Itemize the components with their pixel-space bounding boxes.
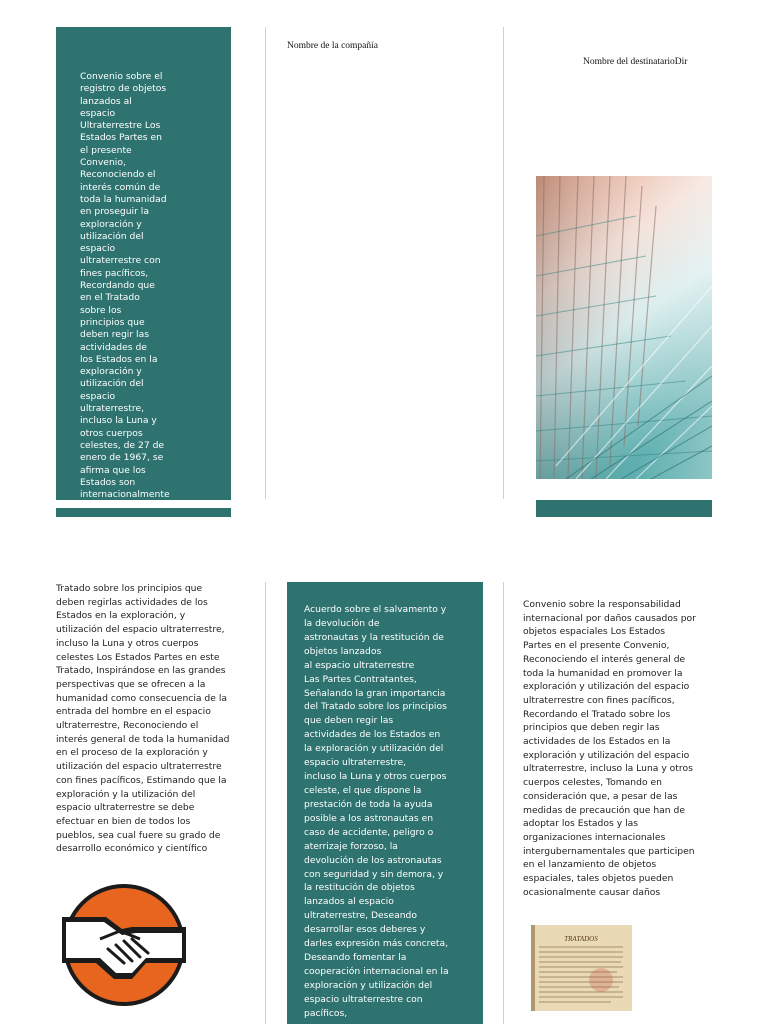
treaty-principles-text: Tratado sobre los principios que deben regirlas actividades de los Estados en la exploración, y utilización del espacio ultraterrestre, incluso la Luna y otros cuerpos celestes Los Estados Partes en este Tratado, Inspirándose en las grandes perspectivas que se ofrecen a la humanidad como consecuencia de la entrada del hombre en el espacio ultraterrestre, Reconociendo el interés general de toda la humanidad en el proceso de la exploración y utilización del espacio ultraterrestre con fines pacíficos, Estimando que la exploración y la utilización del espacio ultraterrestre se debe efectuar en bien de todos los pueblos, sea cual fuere su grado de desarrollo económico y científico <box>56 583 230 855</box>
document-texture <box>531 925 632 1011</box>
recipient-name: Nombre del destinatarioDir <box>583 57 688 67</box>
skyscraper-photo <box>536 176 712 479</box>
divider-top-1 <box>265 27 266 499</box>
old-document-image <box>531 925 632 1011</box>
left-teal-strip <box>56 508 231 517</box>
divider-top-2 <box>503 27 504 499</box>
company-name: Nombre de la compañía <box>287 41 379 51</box>
handshake-icon <box>62 883 186 1007</box>
left-panel-text: Convenio sobre el registro de objetos lanzados al espacio Ultraterrestre Los Estados Partes en el presente Convenio, Reconociendo el interés común de toda la humanidad en proseguir la exploración y utilización del espacio ultraterrestre con fines pacíficos, Recordando que en el Tratado sobre los principios que deben regir las actividades de los Estados en la exploración y utilización del espacio ultraterrestre, incluso la Luna y otros cuerpos celestes, de 27 de enero de 1967, se afirma que los Estados son internacionalmente <box>80 71 170 501</box>
document-image-title: TRATADOS <box>564 935 598 943</box>
divider-bottom-1 <box>265 582 266 1024</box>
right-teal-strip <box>536 500 712 517</box>
liability-convention-text: Convenio sobre la responsabilidad internacional por daños causados por objetos espaciales Los Estados Partes en el presente Convenio, Reconociendo el interés general de toda la humanidad en promover la exploración y utilización del espacio ultraterrestre con fines pacíficos, Recordando el Tratado sobre los principios que deben regir las actividades de los Estados en la exploración y utilización del espacio ultraterrestre, incluso la Luna y otros cuerpos celestes, Tomando en consideración que, a pesar de las medidas de precaución que han de adoptar los Estados y las organizaciones internacionales intergubernamentales que participen en el lanzamiento de objetos espaciales, tales objetos pueden ocasionalmente causar daños <box>523 599 696 898</box>
rescue-agreement-text: Acuerdo sobre el salvamento y la devolución de astronautas y la restitución de objetos lanzados al espacio ultraterrestre Las Partes Contratantes, Señalando la gran importancia del Tratado sobre los principios que deben regir las actividades de los Estados en la exploración y utilización del espacio ultraterrestre, incluso la Luna y otros cuerpos celeste, el que dispone la prestación de toda la ayuda posible a los astronautas en caso de accidente, peligro o aterrizaje forzoso, la devolución de los astronautas con seguridad y sin demora, y la restitución de objetos lanzados al espacio ultraterrestre, Deseando desarrollar esos deberes y darles expresión más concreta, Deseando fomentar la cooperación internacional en la exploración y utilización del espacio ultraterrestre con pacíficos, <box>304 604 449 1019</box>
divider-bottom-2 <box>503 582 504 1024</box>
